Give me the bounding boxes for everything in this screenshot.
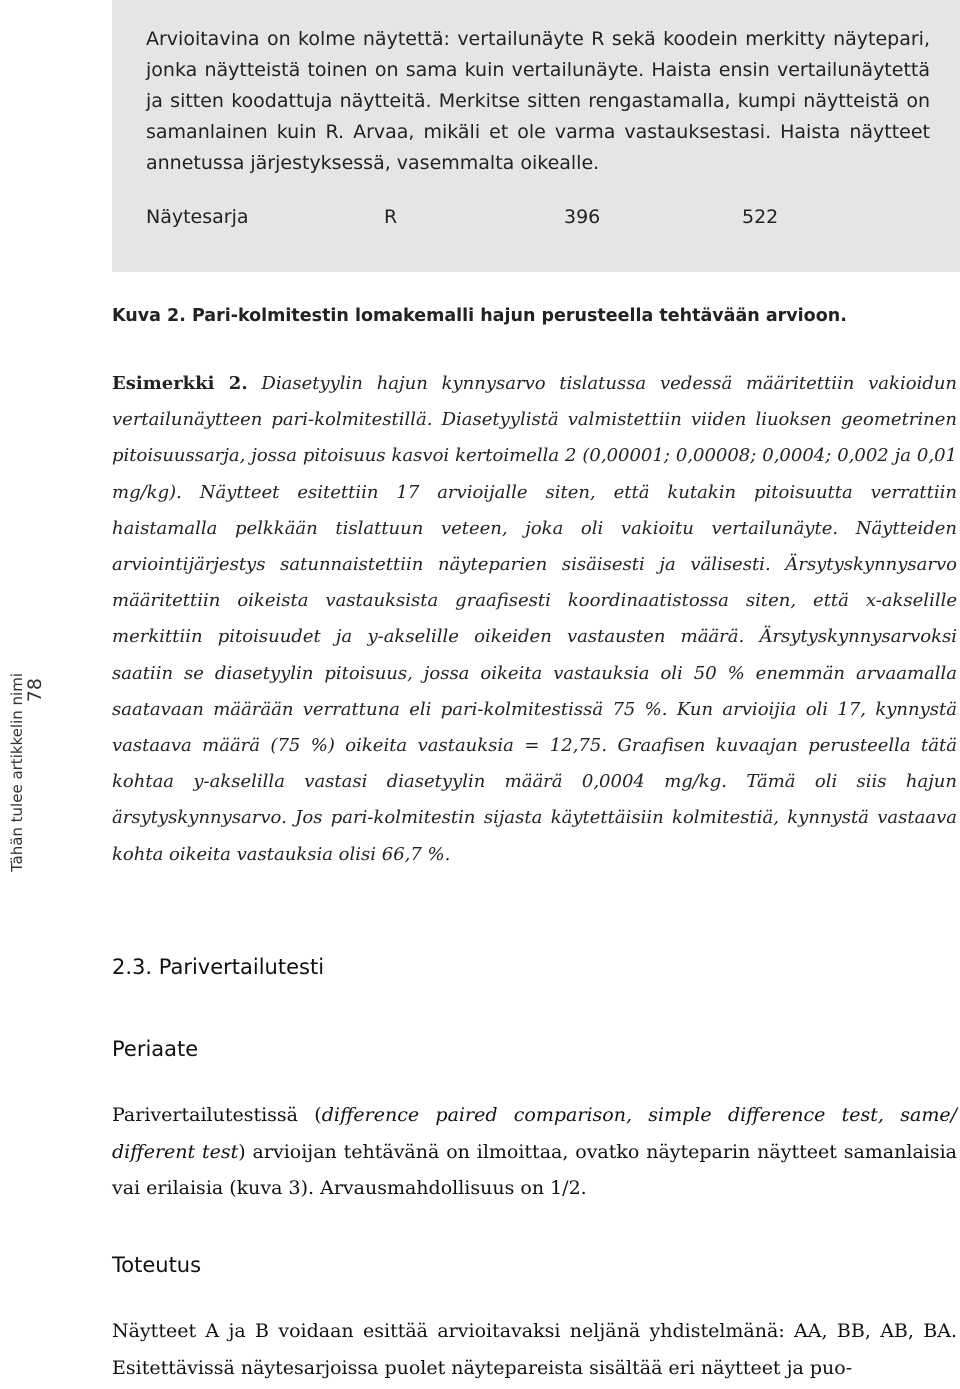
principle-prefix: Parivertailutestissä ( (112, 1104, 322, 1126)
principle-suffix: ) arvioijan tehtävänä on ilmoittaa, ovatko näyteparin näytteet samanlaisia vai erilaisia (kuva 3). Arvausmahdollisuus on 1/2. (112, 1140, 957, 1199)
sample-r-label: R (384, 206, 398, 228)
figure-caption: Kuva 2. Pari-kolmitestin lomakemalli hajun perusteella tehtävään arvioon. (112, 306, 847, 326)
sample-code-1: 396 (564, 206, 601, 228)
principle-terms: difference paired comparison, simple difference test, same/ different test (112, 1104, 957, 1163)
implementation-heading: Toteutus (112, 1253, 202, 1277)
series-label: Näytesarja (146, 206, 249, 228)
instruction-box (112, 0, 960, 272)
principle-heading: Periaate (112, 1037, 199, 1061)
example-label: Esimerkki 2. (112, 373, 248, 394)
implementation-paragraph: Näytteet A ja B voidaan esittää arvioitavaksi neljänä yhdistelmänä: AA, BB, AB, BA. Esitettävissä näytesarjoissa puolet näytepareista sisältää eri näytteet ja puo- (112, 1320, 957, 1379)
example-paragraph (112, 366, 957, 873)
sample-code-2: 522 (742, 206, 779, 228)
page-number: 78 (24, 678, 46, 703)
principle-paragraph (112, 1097, 957, 1207)
section-heading: 2.3. Parivertailutesti (112, 955, 325, 979)
example-text: Diasetyylin hajun kynnysarvo tislatussa vedessä määritettiin vakioidun vertailunäytteen pari-kolmitestillä. Diasetyylistä valmistettiin viiden liuoksen geometrinen pitoisuussarja, jossa pitoisuus kasvoi kertoimella 2 (0,00001; 0,00008; 0,0004; 0,002 ja 0,01 mg/kg). Näytteet esitettiin 17 arvioijalle siten, että kutakin pitoisuutta verrattiin haistamalla pelkkään tislattuun veteen, joka oli vakioitu vertailunäyte. Näytteiden arviointijärjestys satunnaistettiin näyteparien sisäisesti ja välisesti. Ärsytyskynnysarvo määritettiin oikeista vastauksista graafisesti koordinaatistossa siten, että x-akselille merkittiin pitoisuudet ja y-akselille oikeiden vastausten määrä. Ärsytyskynnysarvoksi saatiin se diasetyylin pitoisuus, jossa oikeita vastauksia oli 50 % enemmän arvaamalla saatavaan määrään verrattuna eli pari-kolmitestissä 75 %. Kun arvioijia oli 17, kynnystä vastaava määrä (75 %) oikeita vastauksia = 12,75. Graafisen kuvaajan perusteella tätä kohtaa y-akselilla vastasi diasetyylin määrä 0,0004 mg/kg. Tämä oli siis hajun ärsytyskynnysarvo. Jos pari-kolmitestin sijasta käytettäisiin kolmitestiä, kynnystä vastaava kohta oikeita vastauksia olisi 66,7 %. (112, 373, 958, 865)
instruction-text: Arvioitavina on kolme näytettä: vertailunäyte R sekä koodein merkitty näytepari, jonka näytteistä toinen on sama kuin vertailunäyte. Haista ensin vertailunäytettä ja sitten koodattuja näytteitä. Merkitse sitten rengastamalla, kumpi näytteistä on samanlainen kuin R. Arvaa, mikäli et ole varma vastauksestasi. Haista näytteet annetussa järjestyksessä, vasemmalta oikealle. (146, 28, 930, 174)
running-title: Tähän tulee artikkelin nimi (8, 673, 26, 872)
